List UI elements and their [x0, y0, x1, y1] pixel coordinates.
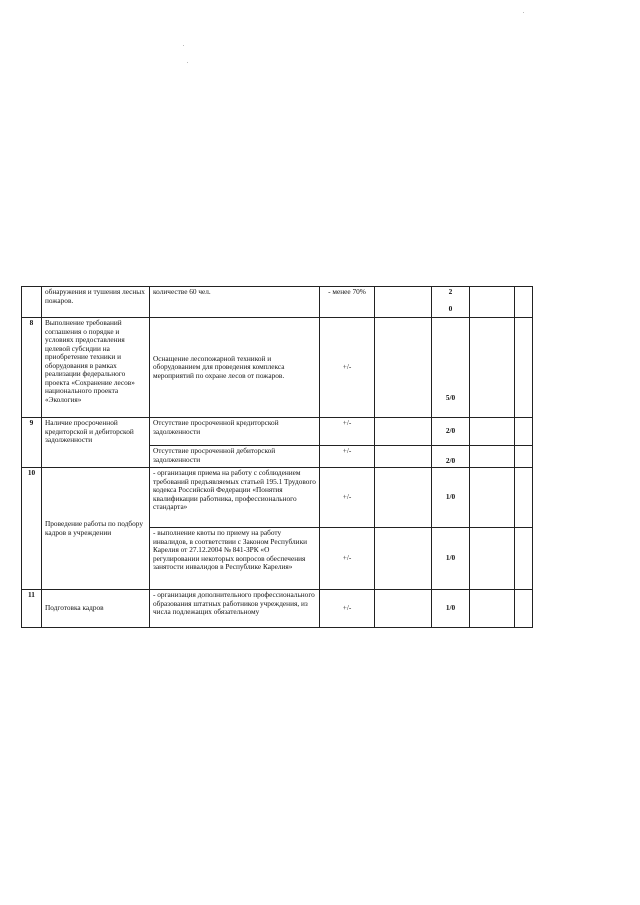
indicator-cell: - выполнение квоты по приему на работу инвалидов, в соответствии с Законом Республики Карелия от 27.12.2004 № 841-ЗРК «О регулировании некоторых вопросов обеспечения занятости инвалидов в Республике Карелия» — [150, 528, 320, 590]
criterion-name-cell: Проведение работы по подбору кадров в учреждении — [42, 468, 150, 590]
indicator-cell: - организация дополнительного профессионального образования штатных работников учреждения, из числа подлежащих обязательному — [150, 590, 320, 628]
empty-cell — [515, 468, 533, 528]
criterion-cell: - менее 70% — [320, 287, 375, 318]
indicator-cell: Отсутствие просроченной кредиторской задолженности — [150, 418, 320, 446]
score-top: 2 — [448, 287, 453, 296]
empty-cell — [375, 590, 432, 628]
empty-cell — [470, 468, 515, 528]
empty-cell — [470, 287, 515, 318]
empty-cell — [375, 287, 432, 318]
score-cell: 2/0 — [432, 446, 470, 468]
empty-cell — [470, 528, 515, 590]
score-cell — [432, 287, 470, 318]
criterion-cell: +/- — [320, 318, 375, 418]
criterion-cell: +/- — [320, 468, 375, 528]
scan-speck — [183, 45, 184, 46]
row-number-cell: 9 — [22, 418, 42, 468]
table-row — [22, 318, 533, 418]
indicator-cell: - организация приема на работу с соблюдением требований предъявляемых статьей 195.1 Трудового кодекса Российской Федерации «Понятия квалификации работника, профессионального стандарта» — [150, 468, 320, 528]
empty-cell — [470, 418, 515, 446]
indicator-cell: Оснащение лесопожарной техникой и оборудованием для проведения комплекса мероприятий по охране лесов от пожаров. — [150, 318, 320, 418]
score-cell: 1/0 — [432, 528, 470, 590]
empty-cell — [470, 590, 515, 628]
row-number-cell: 8 — [22, 318, 42, 418]
indicator-cell: Отсутствие просроченной дебиторской задолженности — [150, 446, 320, 468]
criterion-name-cell: Наличие просроченной кредиторской и дебиторской задолженности — [42, 418, 150, 468]
empty-cell — [515, 590, 533, 628]
score-bottom: 0 — [448, 303, 453, 313]
criterion-cell: +/- — [320, 418, 375, 446]
empty-cell — [515, 318, 533, 418]
table-row — [22, 287, 533, 318]
empty-cell — [515, 287, 533, 318]
empty-cell — [375, 446, 432, 468]
empty-cell — [375, 468, 432, 528]
row-number-cell: 11 — [22, 590, 42, 628]
empty-cell — [375, 528, 432, 590]
empty-cell — [515, 418, 533, 446]
scan-speck — [187, 62, 188, 63]
row-number-cell: 10 — [22, 468, 42, 590]
table-row — [22, 418, 533, 446]
empty-cell — [470, 446, 515, 468]
empty-cell — [375, 418, 432, 446]
criterion-name-cell: Подготовка кадров — [42, 590, 150, 628]
criterion-name-cell: Выполнение требований соглашения о порядке и условиях предоставления целевой субсидии на приобретение техники и оборудования в рамках реализации федерального проекта «Сохранение лесов» национального проекта «Экология» — [42, 318, 150, 418]
score-cell: 2/0 — [432, 418, 470, 446]
scan-speck — [523, 12, 524, 13]
criteria-table — [21, 286, 533, 628]
score-cell: 1/0 — [432, 468, 470, 528]
criterion-cell: +/- — [320, 446, 375, 468]
empty-cell — [375, 318, 432, 418]
table-row — [22, 590, 533, 628]
empty-cell — [515, 528, 533, 590]
indicator-cell: количестве 60 чел. — [150, 287, 320, 318]
criterion-cell: +/- — [320, 528, 375, 590]
criterion-name-cell: обнаружения и тушения лесных пожаров. — [42, 287, 150, 318]
score-cell: 5/0 — [432, 318, 470, 418]
empty-cell — [515, 446, 533, 468]
criterion-cell: +/- — [320, 590, 375, 628]
row-number-cell — [22, 287, 42, 318]
empty-cell — [470, 318, 515, 418]
table-row — [22, 468, 533, 528]
score-cell: 1/0 — [432, 590, 470, 628]
